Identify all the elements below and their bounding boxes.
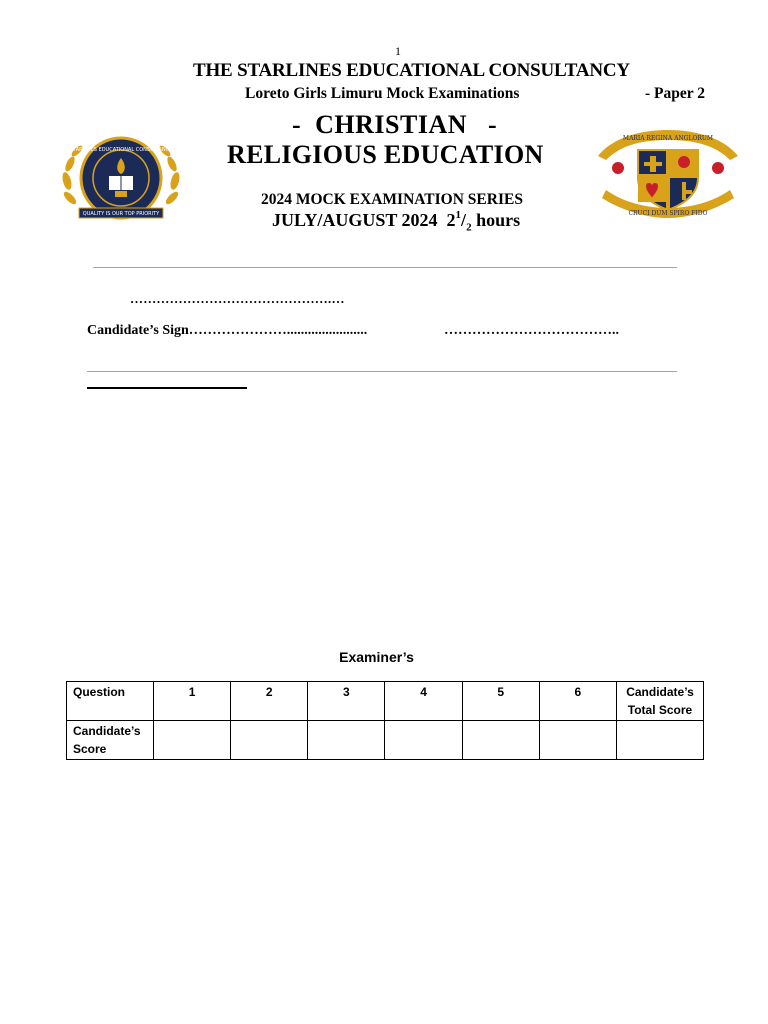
exam-date: JULY/AUGUST 2024 [272,210,438,230]
score-3-cell[interactable] [308,721,385,760]
candidate-name-line: ……………………………………….… [130,291,345,306]
score-header-cell [67,721,154,760]
table-row [67,721,704,760]
exam-series: 2024 MOCK EXAMINATION SERIES [261,191,523,208]
exam-date-duration: JULY/AUGUST 2024 $2^1/_2$ hours [272,209,521,234]
crest-bottom-motto: CRUCI DUM SPIRO FIDO [628,210,708,217]
question-4-cell: 4 [385,682,462,721]
score-label-line2: Score [73,742,107,756]
candidate-date-line: ……………………………….. [444,323,619,338]
school-name: Loreto Girls Limuru Mock Examinations [245,85,520,102]
total-label-line1: Candidate’s [626,685,694,699]
question-header-cell: Question [67,682,154,721]
organization-title: THE STARLINES EDUCATIONAL CONSULTANCY [193,60,630,81]
question-2-cell: 2 [231,682,308,721]
duration-numerator: 1 [455,209,462,221]
score-1-cell[interactable] [154,721,231,760]
score-4-cell[interactable] [385,721,462,760]
starlines-logo [57,136,185,226]
score-table [66,681,704,760]
candidate-sign-line: Candidate’s Sign…………………....................... [87,323,368,338]
total-score-header-cell [617,682,704,721]
duration-whole: 2 [446,210,456,230]
examiner-heading: Examiner’s [339,649,414,665]
subject-title-line1: - CHRISTIAN - [292,110,498,139]
page-number: 1 [395,44,401,58]
crest-top-motto: MARIA REGINA ANGLORUM [622,135,714,142]
logo-left-arc-text: STARLINES EDUCATIONAL CONSULTANCY [69,147,173,153]
question-3-cell: 3 [308,682,385,721]
paper-number: - Paper 2 [645,85,705,102]
score-label-line1: Candidate’s [73,724,141,738]
score-2-cell[interactable] [231,721,308,760]
subject-title-line2: RELIGIOUS EDUCATION [227,140,544,169]
total-label-line2: Total Score [627,703,693,717]
divider-bottom [87,371,677,372]
logo-left-motto: QUALITY IS OUR TOP PRIORITY [82,211,160,217]
score-6-cell[interactable] [539,721,616,760]
loreto-crest-logo [594,128,742,220]
question-6-cell: 6 [539,682,616,721]
table-row [67,682,704,721]
question-5-cell: 5 [462,682,539,721]
duration-unit: hours [476,210,521,230]
divider-top [93,267,677,268]
score-5-cell[interactable] [462,721,539,760]
section-underline [87,387,247,389]
duration-denominator: 2 [466,221,472,234]
question-1-cell: 1 [154,682,231,721]
total-score-cell[interactable] [617,721,704,760]
